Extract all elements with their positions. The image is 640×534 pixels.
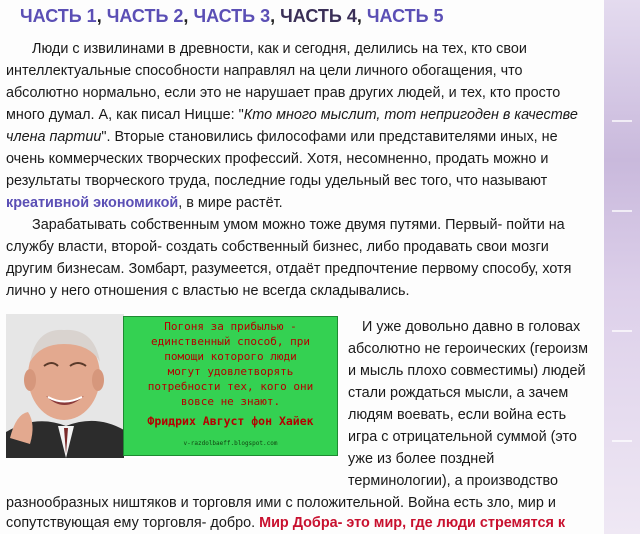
quote-line: потребности тех, кого они [147, 380, 314, 393]
nietzsche-quote: Кто много мыслит, тот непригоден в качестве члена партии [6, 107, 578, 145]
paragraph-3-line: абсолютно не героических (героизм [348, 341, 588, 357]
quote-box [123, 316, 338, 456]
paragraph-1 [6, 38, 592, 214]
paragraph-3-line: разнообразных ништяков и торговля ими с положительной. Война есть зло, мир и [6, 495, 556, 511]
portrait-drawing [6, 314, 124, 458]
decorative-side-background [604, 0, 640, 534]
paragraph-2-text: Зарабатывать собственным умом можно тоже двумя путями. Первый- пойти на службу власти, второй- создать собственный бизнес, либо продавать свои мозги другим бизнесам. Зомбарт, разумеется, отдаёт предпочтение первому способу, хотя лично у него отношения с властью не всегда складывались. [6, 217, 572, 299]
quote-line: вовсе не знают. [180, 395, 281, 408]
part-separator: , [96, 6, 107, 26]
decor-streak [612, 120, 632, 122]
decor-streak [612, 330, 632, 332]
quote-line: Погоня за прибылью - [164, 320, 297, 333]
highlighted-red-text: Мир Добра- это мир, где люди стремятся к [259, 515, 566, 531]
part-link-2[interactable]: ЧАСТЬ 2 [106, 6, 184, 26]
part-link-3[interactable]: ЧАСТЬ 3 [193, 6, 271, 26]
paragraph-2 [6, 214, 592, 302]
paragraph-3-line: людям воевать, если война есть [348, 407, 567, 423]
part-link-4[interactable]: ЧАСТЬ 4 [280, 6, 357, 26]
paragraph-3-line: уже из более поздней [348, 451, 495, 467]
paragraph-1-text-continued: ". Вторые становились философами или представителями иных, не очень коммерческих творческих профессий. Хотя, несомненно, продать можно и результаты творческого труда, последние годы удельный вес того, что называют [6, 129, 558, 189]
part-link-5[interactable]: ЧАСТЬ 5 [366, 6, 444, 26]
part-link-1[interactable]: ЧАСТЬ 1 [20, 6, 97, 26]
paragraph-3-line: игра с отрицательной суммой (это [348, 429, 577, 445]
part-separator: , [270, 6, 281, 26]
quote-line: единственный способ, при [151, 335, 310, 348]
quote-line: могут удовлетворять [167, 365, 294, 378]
quote-line: помощи которого люди [164, 350, 297, 363]
paragraph-3-line: терминологии), а производство [348, 473, 558, 489]
quote-source-watermark: v-razdolbaeff.blogspot.com [183, 440, 278, 447]
decor-streak [612, 210, 632, 212]
paragraph-3-last-line [6, 512, 596, 534]
paragraph-3-line: стали рождаться мысли, а зачем [348, 385, 569, 401]
paragraph-1-tail: , в мире растёт. [178, 195, 283, 211]
paragraph-3-line [348, 316, 598, 338]
hayek-quote-image [6, 314, 338, 458]
part-separator: , [183, 6, 194, 26]
hayek-portrait-image [6, 314, 124, 458]
paragraph-3-line: и мысль плохо совместимы) людей [348, 363, 586, 379]
quote-author: Фридрих Август фон Хайек [147, 414, 314, 428]
paragraph-3-last-text: сопутствующая ему торговля- добро. [6, 515, 260, 531]
parts-navigation [20, 4, 600, 28]
creative-economy-link[interactable]: креативной экономикой [6, 195, 179, 211]
part-separator: , [356, 6, 367, 26]
paragraph-3-line-text: И уже довольно давно в головах [362, 319, 581, 335]
paragraph-1-text: Люди с извилинами в древности, как и сегодня, делились на тех, кто свои интеллектуальные способности направлял на цели личного обогащения, что абсолютно нормально, если это не нарушает прав других людей, и тех, кто просто много думал. А, как писал Ницше: " [6, 41, 561, 123]
decor-streak [612, 440, 632, 442]
